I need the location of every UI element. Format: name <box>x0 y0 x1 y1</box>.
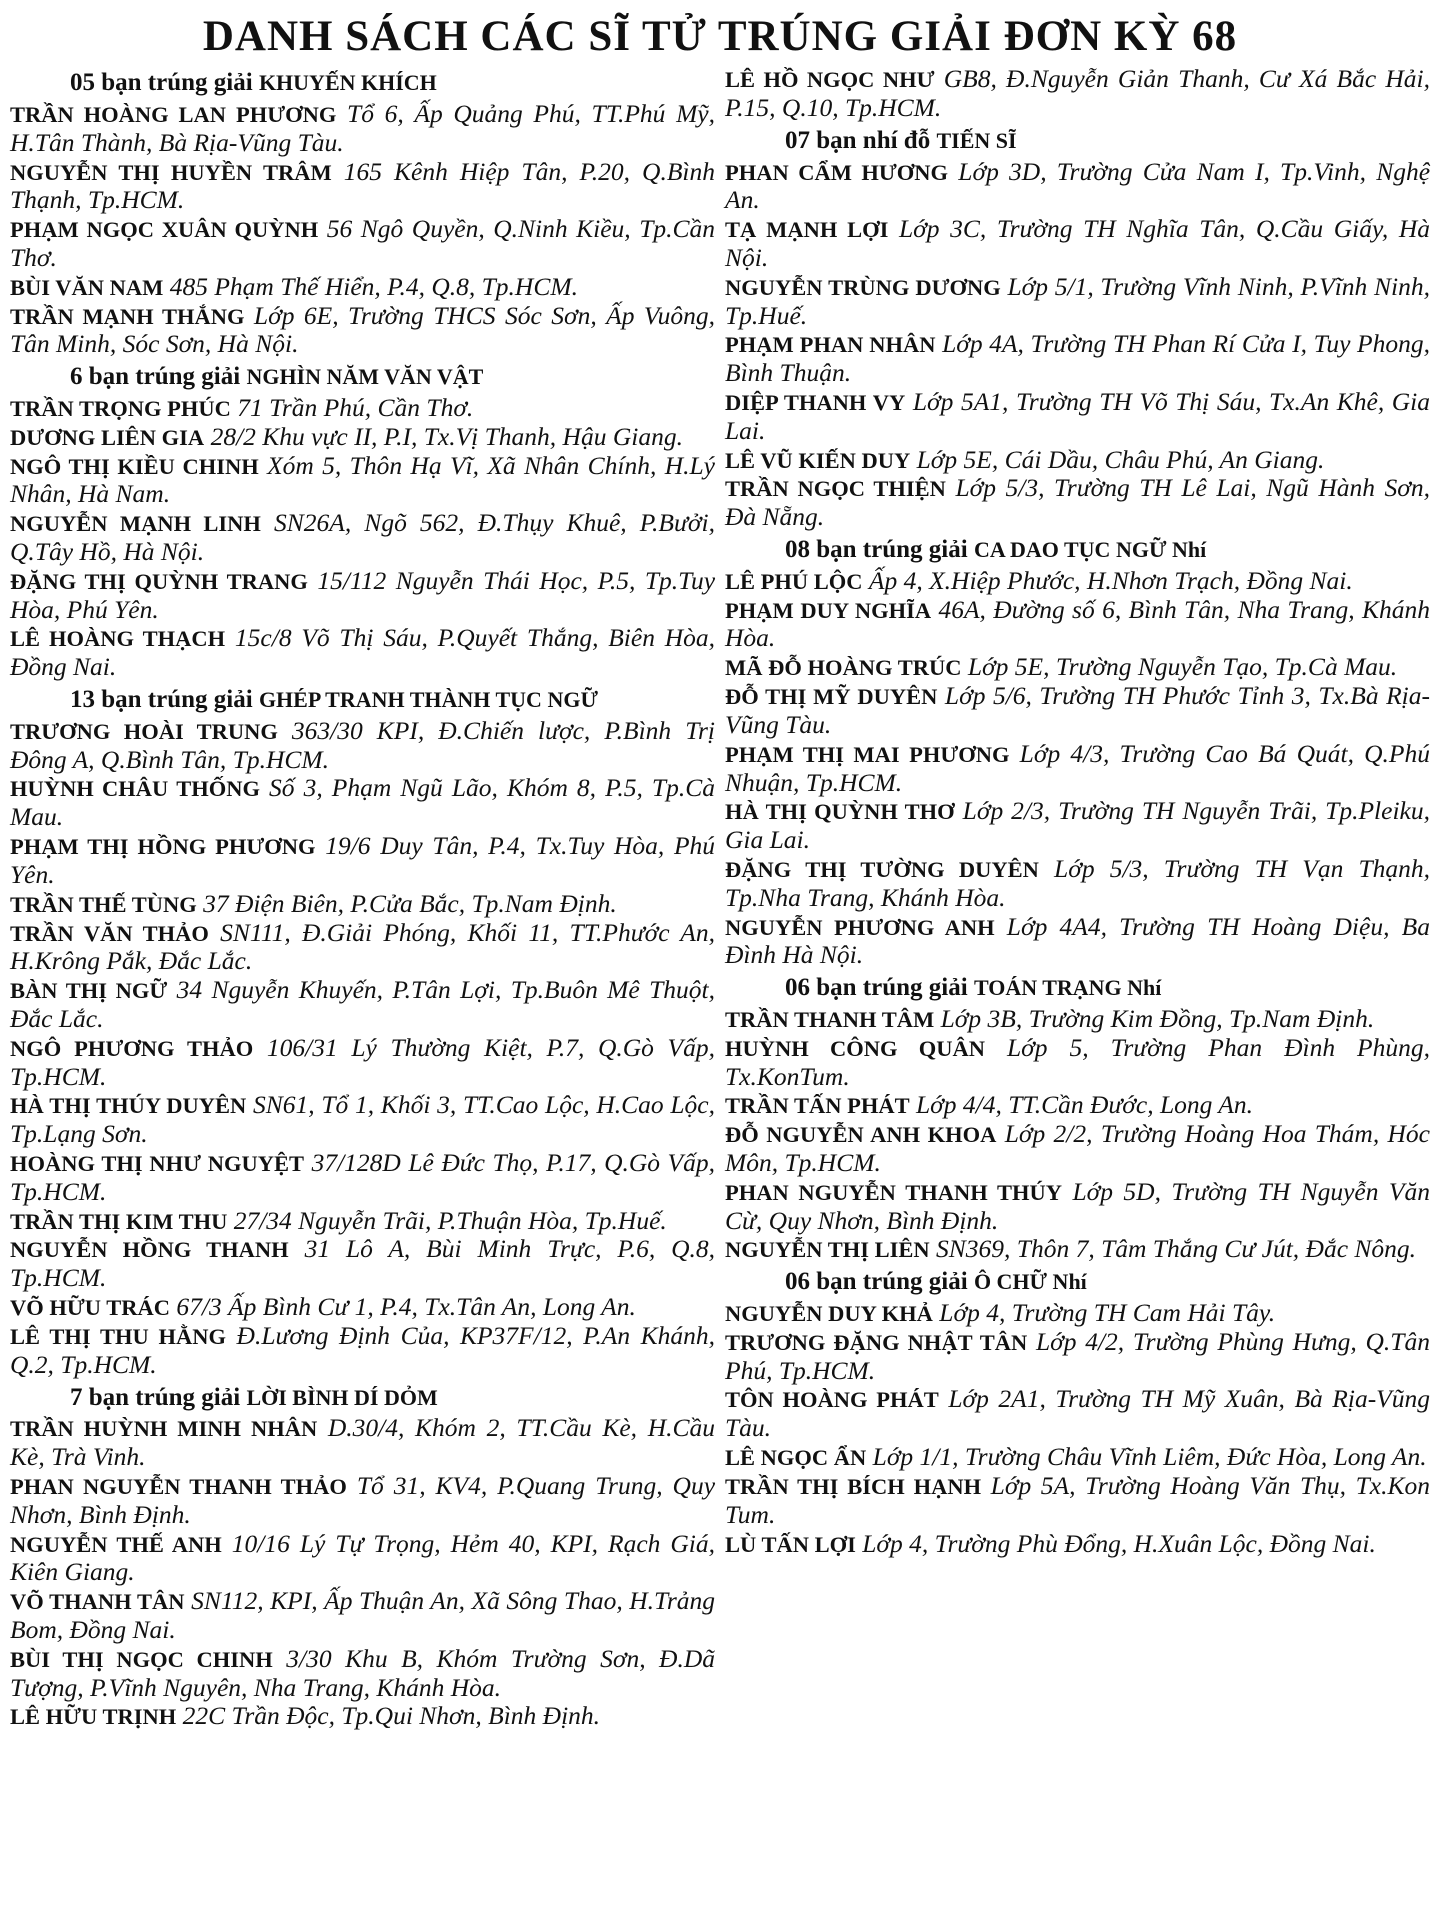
winner-name: TRƯƠNG ĐẶNG NHẬT TÂN <box>725 1329 1028 1355</box>
winner-entry <box>725 474 1430 532</box>
winner-address: Lớp 2/2, Trường Hoàng Hoa Thám, Hóc Môn, Tp.HCM. <box>725 1119 1430 1178</box>
winner-name: PHẠM DUY NGHĨA <box>725 597 932 623</box>
winner-address: Lớp 4, Trường TH Cam Hải Tây. <box>939 1298 1276 1328</box>
winner-name: PHẠM THỊ MAI PHƯƠNG <box>725 741 1010 767</box>
winner-address: 28/2 Khu vực II, P.I, Tx.Vị Thanh, Hậu Giang. <box>210 421 683 451</box>
winner-address: 19/6 Duy Tân, P.4, Tx.Tuy Hòa, Phú Yên. <box>10 831 716 889</box>
winner-entry <box>10 1149 715 1207</box>
winner-address: Lớp 5E, Cái Dầu, Châu Phú, An Giang. <box>916 444 1325 474</box>
winner-address: Lớp 5/6, Trường TH Phước Tỉnh 3, Tx.Bà Rịa-Vũng Tàu. <box>725 681 1430 739</box>
winner-name: PHẠM NGỌC XUÂN QUỲNH <box>10 217 319 243</box>
winner-name: LÊ HOÀNG THẠCH <box>10 626 226 652</box>
winner-entry <box>725 1385 1430 1443</box>
winner-entry <box>10 1293 715 1322</box>
winner-name: TRẦN THANH TÂM <box>725 1006 935 1032</box>
winner-address: Đ.Lương Định Của, KP37F/12, P.An Khánh, Q.2, Tp.HCM. <box>10 1320 715 1379</box>
winner-address: 31 Lô A, Bùi Minh Trực, P.6, Q.8, Tp.HCM. <box>10 1234 716 1293</box>
section-heading <box>10 363 715 392</box>
section-count-label: 7 bạn trúng giải <box>70 1383 241 1411</box>
winner-name: BÙI VĂN NAM <box>10 274 164 300</box>
winner-address: Lớp 4/4, TT.Cần Đước, Long An. <box>915 1090 1254 1120</box>
winner-name: TRẦN VĂN THẢO <box>10 920 209 946</box>
winner-name: ĐẶNG THỊ QUỲNH TRANG <box>10 568 308 594</box>
section-category: NGHÌN NĂM VĂN VẬT <box>246 364 484 390</box>
winner-entry <box>725 855 1430 913</box>
winner-entry <box>10 832 715 890</box>
winner-entry <box>725 740 1430 798</box>
winner-entry <box>10 394 715 423</box>
winner-name: TRẦN NGỌC THIỆN <box>725 476 946 502</box>
section-heading <box>725 127 1430 156</box>
winner-entry <box>10 423 715 452</box>
winner-name: NGUYỄN MẠNH LINH <box>10 511 261 537</box>
winner-entry <box>10 1472 715 1530</box>
winner-name: HÀ THỊ THÚY DUYÊN <box>10 1093 247 1119</box>
winner-entry <box>10 452 715 510</box>
winner-address: Lớp 5, Trường Phan Đình Phùng, Tx.KonTum. <box>725 1032 1431 1091</box>
winner-address: Lớp 5A1, Trường TH Võ Thị Sáu, Tx.An Khê, Gia Lai. <box>725 387 1430 445</box>
winner-entry <box>10 1645 715 1703</box>
winner-address: Lớp 2/3, Trường TH Nguyễn Trãi, Tp.Pleiku, Gia Lai. <box>725 796 1430 855</box>
winner-name: TRẦN MẠNH THẮNG <box>10 303 245 329</box>
page-title: DANH SÁCH CÁC SĨ TỬ TRÚNG GIẢI ĐƠN KỲ 68 <box>202 13 1238 60</box>
winner-address: SN61, Tổ 1, Khối 3, TT.Cao Lộc, H.Cao Lộc, Tp.Lạng Sơn. <box>10 1090 715 1149</box>
winner-entry <box>10 1414 715 1472</box>
winner-entry <box>10 919 715 977</box>
section-count-label: 6 bạn trúng giải <box>70 363 241 391</box>
winner-name: HÀ THỊ QUỲNH THƠ <box>725 799 955 825</box>
winner-address: 27/34 Nguyễn Trãi, P.Thuận Hòa, Tp.Huế. <box>233 1205 667 1235</box>
section-count-label: 06 bạn trúng giải <box>785 974 968 1002</box>
winner-address: 10/16 Lý Tự Trọng, Hẻm 40, KPI, Rạch Giá, Kiên Giang. <box>10 1528 716 1587</box>
winner-address: Ấp 4, X.Hiệp Phước, H.Nhơn Trạch, Đồng Nai. <box>868 565 1353 595</box>
section-category: KHUYẾN KHÍCH <box>258 70 437 96</box>
section-heading <box>10 686 715 715</box>
winner-address: 106/31 Lý Thường Kiệt, P.7, Q.Gò Vấp, Tp.HCM. <box>10 1032 715 1091</box>
columns <box>10 65 1430 1731</box>
winner-name: HOÀNG THỊ NHƯ NGUYỆT <box>10 1151 305 1177</box>
winner-entry <box>10 1091 715 1149</box>
winner-address: Lớp 5D, Trường TH Nguyễn Văn Cừ, Quy Nhơn, Bình Định. <box>725 1176 1430 1235</box>
winner-entry <box>10 717 715 775</box>
winner-name: ĐỖ NGUYỄN ANH KHOA <box>725 1122 997 1148</box>
winner-entry <box>10 976 715 1034</box>
winner-name: TRẦN THỊ KIM THU <box>10 1208 228 1234</box>
winner-name: NGUYỄN DUY KHẢ <box>725 1301 933 1327</box>
winner-entry <box>10 1235 715 1293</box>
winner-address: Lớp 6E, Trường THCS Sóc Sơn, Ấp Vuông, Tân Minh, Sóc Sơn, Hà Nội. <box>10 300 715 359</box>
winner-address: 363/30 KPI, Đ.Chiến lược, P.Bình Trị Đông A, Q.Bình Tân, Tp.HCM. <box>10 715 715 774</box>
winner-name: TRẦN THỊ BÍCH HẠNH <box>725 1473 982 1499</box>
winner-name: TẠ MẠNH LỢI <box>725 217 889 243</box>
winner-entry <box>725 1530 1430 1559</box>
winner-name: TRẦN THẾ TÙNG <box>10 891 197 917</box>
winner-name: NGÔ PHƯƠNG THẢO <box>10 1035 254 1061</box>
winner-entry <box>10 1034 715 1092</box>
section-count-label: 07 bạn nhí đỗ <box>785 126 931 154</box>
section-category: CA DAO TỤC NGỮ Nhí <box>973 537 1207 563</box>
winner-address: D.30/4, Khóm 2, TT.Cầu Kè, H.Cầu Kè, Trà Vinh. <box>10 1413 716 1472</box>
section-category: LỜI BÌNH DÍ DỎM <box>246 1384 438 1410</box>
winner-address: 71 Trần Phú, Cần Thơ. <box>237 392 474 422</box>
section-heading <box>725 536 1430 565</box>
winner-name: PHAN NGUYỄN THANH THẢO <box>10 1473 347 1499</box>
winner-name: LÊ PHÚ LỘC <box>725 568 863 594</box>
winner-entry <box>10 509 715 567</box>
section-category: TIẾN SĨ <box>936 127 1017 153</box>
section-count-label: 13 bạn trúng giải <box>70 686 253 714</box>
winner-entry <box>725 1472 1430 1530</box>
winner-entry <box>725 215 1430 273</box>
left-column <box>10 65 715 1731</box>
winner-entry <box>10 774 715 832</box>
winner-name: TRẦN TẤN PHÁT <box>725 1093 910 1119</box>
winner-address: 56 Ngô Quyền, Q.Ninh Kiều, Tp.Cần Thơ. <box>10 214 716 272</box>
winner-name: HUỲNH CHÂU THỐNG <box>10 776 260 802</box>
winner-address: Lớp 4/3, Trường Cao Bá Quát, Q.Phú Nhuận, Tp.HCM. <box>725 738 1430 797</box>
right-column <box>725 65 1430 1731</box>
winner-entry <box>725 446 1430 475</box>
winner-name: LÊ HỒ NGỌC NHƯ <box>725 67 935 93</box>
winner-name: VÕ THANH TÂN <box>10 1589 185 1615</box>
winner-entry <box>725 330 1430 388</box>
section-count-label: 08 bạn trúng giải <box>785 536 968 564</box>
section-heading <box>10 1384 715 1413</box>
winner-address: 34 Nguyễn Khuyến, P.Tân Lợi, Tp.Buôn Mê Thuột, Đắc Lắc. <box>10 975 715 1033</box>
winner-entry <box>10 273 715 302</box>
winner-address: SN26A, Ngõ 562, Đ.Thụy Khuê, P.Bưởi, Q.Tây Hồ, Hà Nội. <box>10 508 715 567</box>
winner-address: Lớp 5E, Trường Nguyễn Tạo, Tp.Cà Mau. <box>967 652 1398 682</box>
winner-address: 37/128D Lê Đức Thọ, P.17, Q.Gò Vấp, Tp.HCM. <box>10 1148 716 1206</box>
winner-name: NGUYỄN THẾ ANH <box>10 1531 222 1557</box>
winner-name: BÀN THỊ NGỮ <box>10 978 168 1004</box>
winner-name: NGUYỄN TRÙNG DƯƠNG <box>725 274 1001 300</box>
winner-name: NGUYỄN PHƯƠNG ANH <box>725 914 995 940</box>
winner-address: 15/112 Nguyễn Thái Học, P.5, Tp.Tuy Hòa, Phú Yên. <box>10 565 716 624</box>
winner-entry <box>725 65 1430 123</box>
winner-entry <box>725 682 1430 740</box>
winner-entry <box>10 624 715 682</box>
winner-entry <box>10 1322 715 1380</box>
winner-name: NGUYỄN HỒNG THANH <box>10 1237 289 1263</box>
winner-entry <box>10 1207 715 1236</box>
winner-name: DƯƠNG LIÊN GIA <box>10 424 205 450</box>
winner-address: 485 Phạm Thế Hiển, P.4, Q.8, Tp.HCM. <box>169 271 578 301</box>
winner-name: NGUYỄN THỊ LIÊN <box>725 1237 930 1263</box>
winner-entry <box>10 1587 715 1645</box>
winner-address: Lớp 4, Trường Phù Đổng, H.Xuân Lộc, Đồng Nai. <box>862 1528 1376 1558</box>
winner-address: 165 Kênh Hiệp Tân, P.20, Q.Bình Thạnh, Tp.HCM. <box>10 156 715 215</box>
winner-name: LÊ VŨ KIẾN DUY <box>725 447 911 473</box>
winner-address: Tổ 31, KV4, P.Quang Trung, Quy Nhơn, Bình Định. <box>10 1470 716 1529</box>
winner-entry <box>725 1328 1430 1386</box>
winner-name: LÊ HỮU TRỊNH <box>10 1704 177 1730</box>
winner-entry <box>725 158 1430 216</box>
winner-entry <box>725 653 1430 682</box>
winner-address: Lớp 4A4, Trường TH Hoàng Diệu, Ba Đình Hà Nội. <box>725 911 1430 970</box>
winner-name: TRẦN HUỲNH MINH NHÂN <box>10 1416 318 1442</box>
winner-entry <box>10 890 715 919</box>
winner-address: 15c/8 Võ Thị Sáu, P.Quyết Thắng, Biên Hòa, Đồng Nai. <box>10 623 716 682</box>
winner-name: TÔN HOÀNG PHÁT <box>725 1387 939 1413</box>
section-count-label: 05 bạn trúng giải <box>70 69 253 97</box>
winner-address: Lớp 3D, Trường Cửa Nam I, Tp.Vinh, Nghệ An. <box>725 156 1431 215</box>
winner-name: PHAN NGUYỄN THANH THÚY <box>725 1179 1063 1205</box>
winner-entry <box>725 797 1430 855</box>
winner-entry <box>725 273 1430 331</box>
winner-name: VÕ HỮU TRÁC <box>10 1295 171 1321</box>
section-heading <box>10 69 715 98</box>
winner-name: ĐẶNG THỊ TƯỜNG DUYÊN <box>725 856 1039 882</box>
winner-address: Lớp 4A, Trường TH Phan Rí Cửa I, Tuy Phong, Bình Thuận. <box>725 329 1430 388</box>
winner-entry <box>725 1034 1430 1092</box>
winner-name: TRƯƠNG HOÀI TRUNG <box>10 718 278 744</box>
winner-name: TRẦN HOÀNG LAN PHƯƠNG <box>10 101 337 127</box>
winner-name: BÙI THỊ NGỌC CHINH <box>10 1646 273 1672</box>
winner-entry <box>10 1530 715 1588</box>
winner-entry <box>725 388 1430 446</box>
winner-address: GB8, Đ.Nguyễn Giản Thanh, Cư Xá Bắc Hải, P.15, Q.10, Tp.HCM. <box>725 64 1430 122</box>
winner-name: LÊ THỊ THU HẰNG <box>10 1323 227 1349</box>
section-heading <box>725 974 1430 1003</box>
winner-name: LÙ TẤN LỢI <box>725 1531 856 1557</box>
winner-address: Số 3, Phạm Ngũ Lão, Khóm 8, P.5, Tp.Cà Mau. <box>10 773 715 832</box>
winner-name: PHẠM THỊ HỒNG PHƯƠNG <box>10 834 316 860</box>
winner-name: NGUYỄN THỊ HUYỀN TRÂM <box>10 159 332 185</box>
section-count-label: 06 bạn trúng giải <box>785 1268 968 1296</box>
winner-address: Lớp 4/2, Trường Phùng Hưng, Q.Tân Phú, Tp.HCM. <box>725 1326 1430 1385</box>
winner-name: HUỲNH CÔNG QUÂN <box>725 1035 985 1061</box>
winner-address: Lớp 5/1, Trường Vĩnh Ninh, P.Vĩnh Ninh, Tp.Huế. <box>725 271 1431 330</box>
winner-entry <box>10 302 715 360</box>
winner-address: Lớp 5/3, Trường TH Vạn Thạnh, Tp.Nha Trang, Khánh Hòa. <box>725 853 1431 912</box>
winner-address: 3/30 Khu B, Khóm Trường Sơn, Đ.Dã Tượng, P.Vĩnh Nguyên, Nha Trang, Khánh Hòa. <box>10 1643 715 1702</box>
winner-name: TRẦN TRỌNG PHÚC <box>10 395 231 421</box>
section-category: TOÁN TRẠNG Nhí <box>973 975 1162 1001</box>
winner-entry <box>725 1178 1430 1236</box>
winner-address: Lớp 1/1, Trường Châu Vĩnh Liêm, Đức Hòa, Long An. <box>872 1442 1427 1472</box>
section-category: GHÉP TRANH THÀNH TỤC NGỮ <box>258 687 598 713</box>
winner-address: SN111, Đ.Giải Phóng, Khối 11, TT.Phước An, H.Krông Pắk, Đắc Lắc. <box>10 917 716 976</box>
winner-entry <box>10 1702 715 1731</box>
section-category: Ô CHỮ Nhí <box>973 1269 1087 1295</box>
winner-entry <box>725 1299 1430 1328</box>
winner-entry <box>10 215 715 273</box>
winner-entry <box>10 567 715 625</box>
winner-entry <box>725 596 1430 654</box>
winner-entry <box>10 100 715 158</box>
winner-address: Lớp 3B, Trường Kim Đồng, Tp.Nam Định. <box>940 1003 1375 1033</box>
winner-address: Lớp 2A1, Trường TH Mỹ Xuân, Bà Rịa-Vũng Tàu. <box>725 1384 1431 1443</box>
winner-address: SN369, Thôn 7, Tâm Thắng Cư Jút, Đắc Nông. <box>936 1234 1417 1264</box>
winner-address: 67/3 Ấp Bình Cư 1, P.4, Tx.Tân An, Long An. <box>176 1292 636 1322</box>
winner-entry <box>725 1235 1430 1264</box>
winner-entry <box>725 1443 1430 1472</box>
winner-entry <box>725 567 1430 596</box>
winner-name: DIỆP THANH VY <box>725 390 906 416</box>
winner-entry <box>725 1005 1430 1034</box>
winner-name: ĐỖ THỊ MỸ DUYÊN <box>725 684 938 710</box>
winner-address: SN112, KPI, Ấp Thuận An, Xã Sông Thao, H.Trảng Bom, Đồng Nai. <box>10 1586 715 1644</box>
winner-name: MÃ ĐỖ HOÀNG TRÚC <box>725 655 962 681</box>
winner-name: LÊ NGỌC ẨN <box>725 1445 867 1471</box>
winner-address: 22C Trần Độc, Tp.Qui Nhơn, Bình Định. <box>182 1701 601 1731</box>
winner-address: Lớp 5/3, Trường TH Lê Lai, Ngũ Hành Sơn, Đà Nẵng. <box>725 473 1430 532</box>
winner-address: Tổ 6, Ấp Quảng Phú, TT.Phú Mỹ, H.Tân Thành, Bà Rịa-Vũng Tàu. <box>10 98 716 157</box>
winner-address: 37 Điện Biên, P.Cửa Bắc, Tp.Nam Định. <box>203 888 617 918</box>
section-heading <box>725 1268 1430 1297</box>
winner-address: 46A, Đường số 6, Bình Tân, Nha Trang, Khánh Hòa. <box>725 594 1431 653</box>
winner-address: Lớp 5A, Trường Hoàng Văn Thụ, Tx.Kon Tum. <box>725 1470 1430 1529</box>
winner-name: PHAN CẨM HƯƠNG <box>725 159 949 185</box>
winner-address: Xóm 5, Thôn Hạ Vĩ, Xã Nhân Chính, H.Lý Nhân, Hà Nam. <box>10 450 715 509</box>
winner-entry <box>725 913 1430 971</box>
winner-entry <box>725 1120 1430 1178</box>
winner-address: Lớp 3C, Trường TH Nghĩa Tân, Q.Cầu Giấy, Hà Nội. <box>725 214 1431 272</box>
winner-entry <box>725 1091 1430 1120</box>
winner-name: PHẠM PHAN NHÂN <box>725 332 936 358</box>
winner-name: NGÔ THỊ KIỀU CHINH <box>10 453 259 479</box>
winner-entry <box>10 158 715 216</box>
